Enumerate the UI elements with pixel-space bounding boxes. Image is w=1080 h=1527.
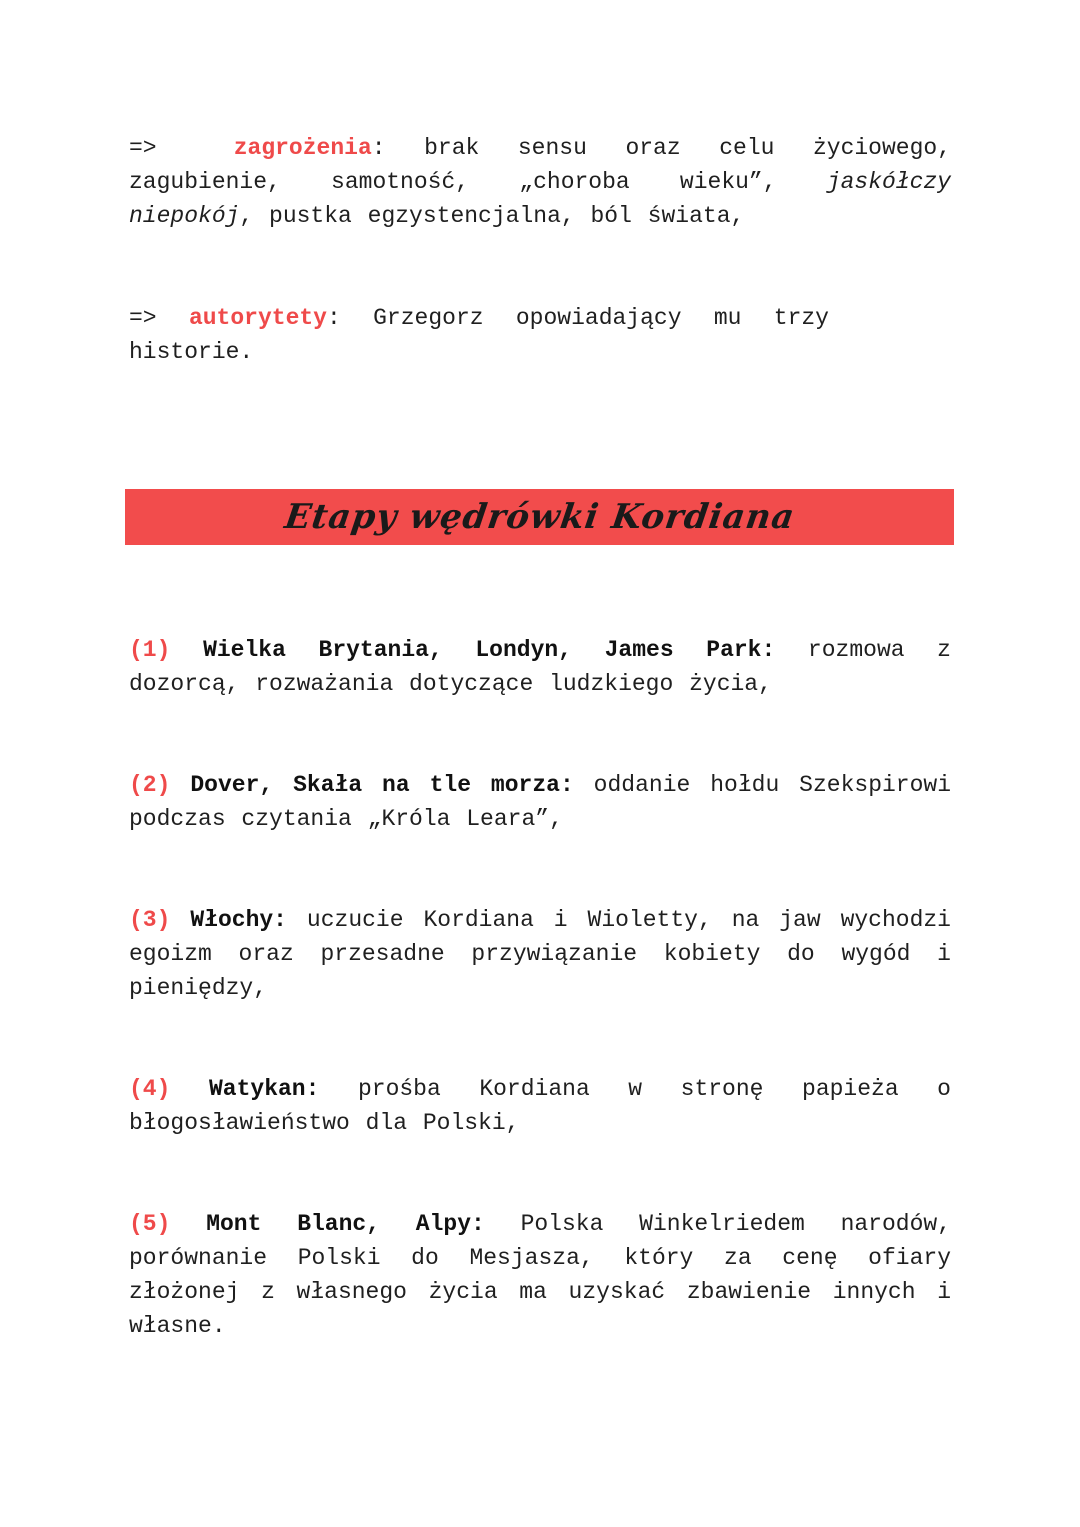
authorities-text: Grzegorz opowiadający mu trzy historie. [129,305,829,365]
stage-5 [129,1207,951,1343]
stage-number: (1) [129,637,171,663]
authorities-keyword: autorytety [188,305,327,331]
stage-number: (3) [129,907,171,933]
stage-place: Mont Blanc, Alpy: [206,1211,485,1237]
banner-title: Etapy wędrówki Kordiana [281,497,798,537]
stage-number: (2) [129,772,171,798]
stage-3 [129,903,951,1005]
stage-2 [129,768,951,836]
stage-place: Watykan: [208,1076,320,1102]
threats-paragraph [129,131,951,233]
threats-text-b: , pustka egzystencjalna, ból świata, [239,203,745,229]
stage-text: rozmowa z dozorcą, rozważania dotyczące ludzkiego życia, [129,637,951,697]
stage-text: Polska Winkelriedem narodów, porównanie Polski do Mesjasza, który za cenę ofiary złożonej z własnego życia ma uzyskać zbawienie innych i własne. [129,1211,951,1339]
threats-keyword: zagrożenia [233,135,372,161]
threats-text-a: brak sensu oraz celu życiowego, zagubienie, samotność, „choroba wieku”, [129,135,951,195]
arrow-icon: => [129,135,157,161]
stage-1 [129,633,951,701]
threats-text-italic: jaskółczy niepokój [129,169,951,229]
stage-number: (5) [129,1211,171,1237]
stage-place: Włochy: [190,907,287,933]
stage-text: oddanie hołdu Szekspirowi podczas czytania „Króla Leara”, [129,772,952,832]
stage-4 [129,1072,951,1140]
authorities-colon: : [326,305,341,331]
arrow-icon: => [129,305,157,331]
stage-text: uczucie Kordiana i Wioletty, na jaw wychodzi egoizm oraz przesadne przywiązanie kobiety do wygód i pieniędzy, [129,907,951,1001]
section-banner [125,489,954,545]
stage-text: prośba Kordiana w stronę papieża o błogosławieństwo dla Polski, [129,1076,951,1136]
stage-place: Dover, Skała na tle morza: [190,772,574,798]
stage-number: (4) [129,1076,171,1102]
threats-colon: : [371,135,386,161]
stage-place: Wielka Brytania, Londyn, James Park: [203,637,776,663]
authorities-paragraph [129,301,829,369]
